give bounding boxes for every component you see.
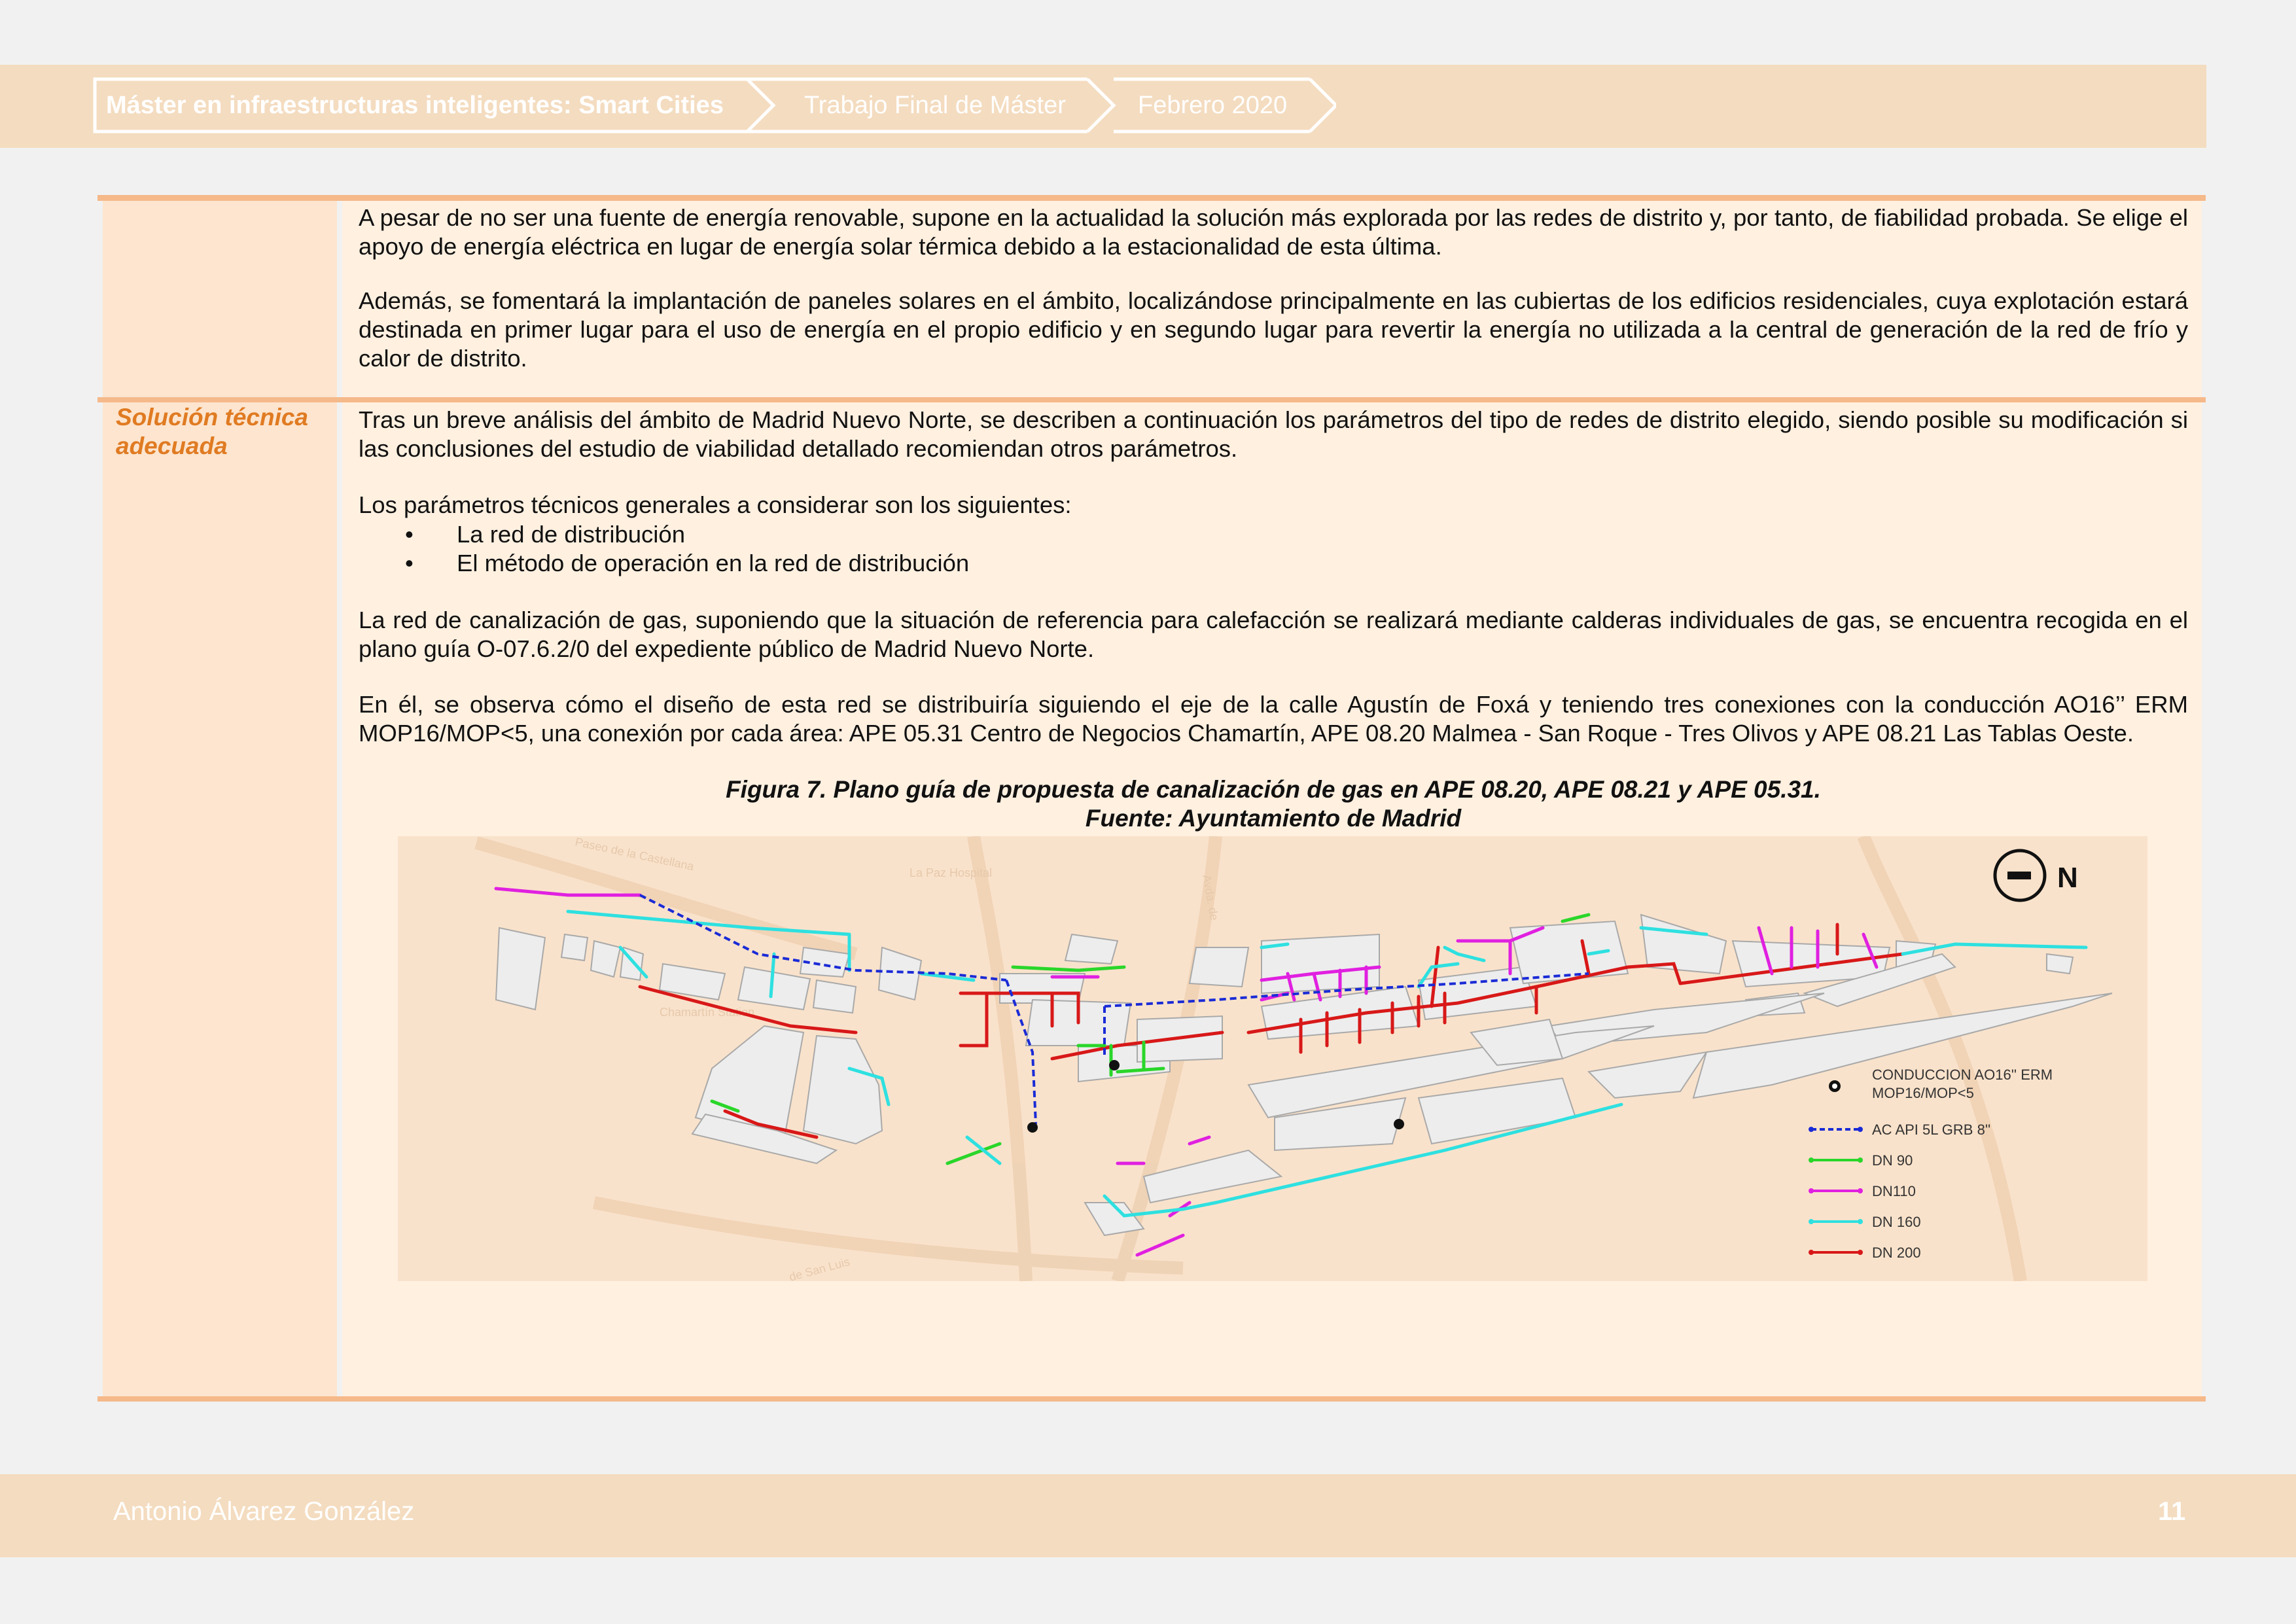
crumb-master[interactable]: Máster en infraestructuras inteligentes: Smart Cities [106, 92, 724, 119]
row2-label-cell [103, 402, 337, 1396]
connection-point [1394, 1119, 1404, 1129]
breadcrumb [93, 77, 1336, 133]
legend-label: CONDUCCION AO16'' ERM [1872, 1067, 2053, 1083]
map-label: La Paz Hospital [910, 866, 993, 879]
crumb-date[interactable]: Febrero 2020 [1138, 92, 1288, 119]
list-item-text: El método de operación en la red de distribución [457, 550, 970, 576]
figure-caption: Figura 7. Plano guía de propuesta de canalización de gas en APE 08.20, APE 08.21 y APE 05.31. [726, 776, 1821, 803]
paragraph: Además, se fomentará la implantación de paneles solares en el ámbito, localizándose principalmente en las cubiertas de los edificios residenciales, cuya explotación estará destinada en primer lugar para el uso de energía en el propio edificio y en segundo lugar para revertir la energía no utilizada a la central de generación de la red de frío y calor de distrito. [359, 287, 2188, 372]
crumb-tfm[interactable]: Trabajo Final de Máster [804, 92, 1066, 119]
connection-point [1027, 1122, 1038, 1133]
map-label: de San Luis [787, 1254, 851, 1281]
legend-label: DN110 [1872, 1183, 1916, 1199]
legend-label: AC API 5L GRB 8'' [1872, 1121, 1991, 1138]
row-label: Solución técnica adecuada [116, 404, 309, 459]
table-bottom-rule [97, 1396, 2206, 1402]
legend-label: DN 90 [1872, 1152, 1913, 1169]
connection-point [1109, 1060, 1120, 1070]
page-number: 11 [2158, 1497, 2186, 1526]
table-top-rule [97, 195, 2206, 201]
legend-label: DN 200 [1872, 1244, 1921, 1261]
bullet-icon: • [405, 521, 414, 548]
row1-label-cell [103, 201, 337, 397]
bullet-icon: • [405, 550, 414, 576]
list-item-text: La red de distribución [457, 521, 685, 548]
gas-network-map [398, 836, 2147, 1281]
paragraph: Tras un breve análisis del ámbito de Madrid Nuevo Norte, se describen a continuación los parámetros del tipo de redes de distrito elegido, siendo posible su modificación si las conclusiones del estudio de viabilidad detallado recomiendan otros parámetros. [359, 406, 2188, 462]
paragraph: La red de canalización de gas, suponiendo que la situación de referencia para calefacción se realizará mediante calderas individuales de gas, se encuentra recogida en el plano guía O-07.6.2/0 del expediente público de Madrid Nuevo Norte. [359, 607, 2188, 662]
table-row-divider [97, 397, 2206, 402]
map-label: Chamartín Station [660, 1006, 755, 1019]
paragraph: Los parámetros técnicos generales a considerar son los siguientes: [359, 491, 1072, 518]
paragraph: A pesar de no ser una fuente de energía renovable, supone en la actualidad la solución más explorada por las redes de distrito y, por tanto, de fiabilidad probada. Se elige el apoyo de energía eléctrica en lugar de energía solar térmica debido a la estacionalidad de esta última. [359, 204, 2188, 260]
content-table [97, 195, 2206, 1402]
map-label: Paseo de la Castellana [574, 836, 696, 874]
figure-source: Fuente: Ayuntamiento de Madrid [1085, 805, 1462, 832]
north-label: N [2057, 862, 2078, 894]
footer-author: Antonio Álvarez González [113, 1497, 415, 1526]
legend-label: MOP16/MOP<5 [1872, 1085, 1974, 1101]
legend-label: DN 160 [1872, 1214, 1921, 1230]
map-drawing [398, 836, 2147, 1281]
map-label: Avda. de [1200, 874, 1222, 922]
paragraph: En él, se observa cómo el diseño de esta red se distribuiría siguiendo el eje de la calle Agustín de Foxá y teniendo tres conexiones con la conducción AO16’’ ERM MOP16/MOP<5, una conexión por cada área: APE 05.31 Centro de Negocios Chamartín, APE 08.20 Malmea - San Roque - Tres Olivos y APE 08.21 Las Tablas Oeste. [359, 691, 2188, 747]
